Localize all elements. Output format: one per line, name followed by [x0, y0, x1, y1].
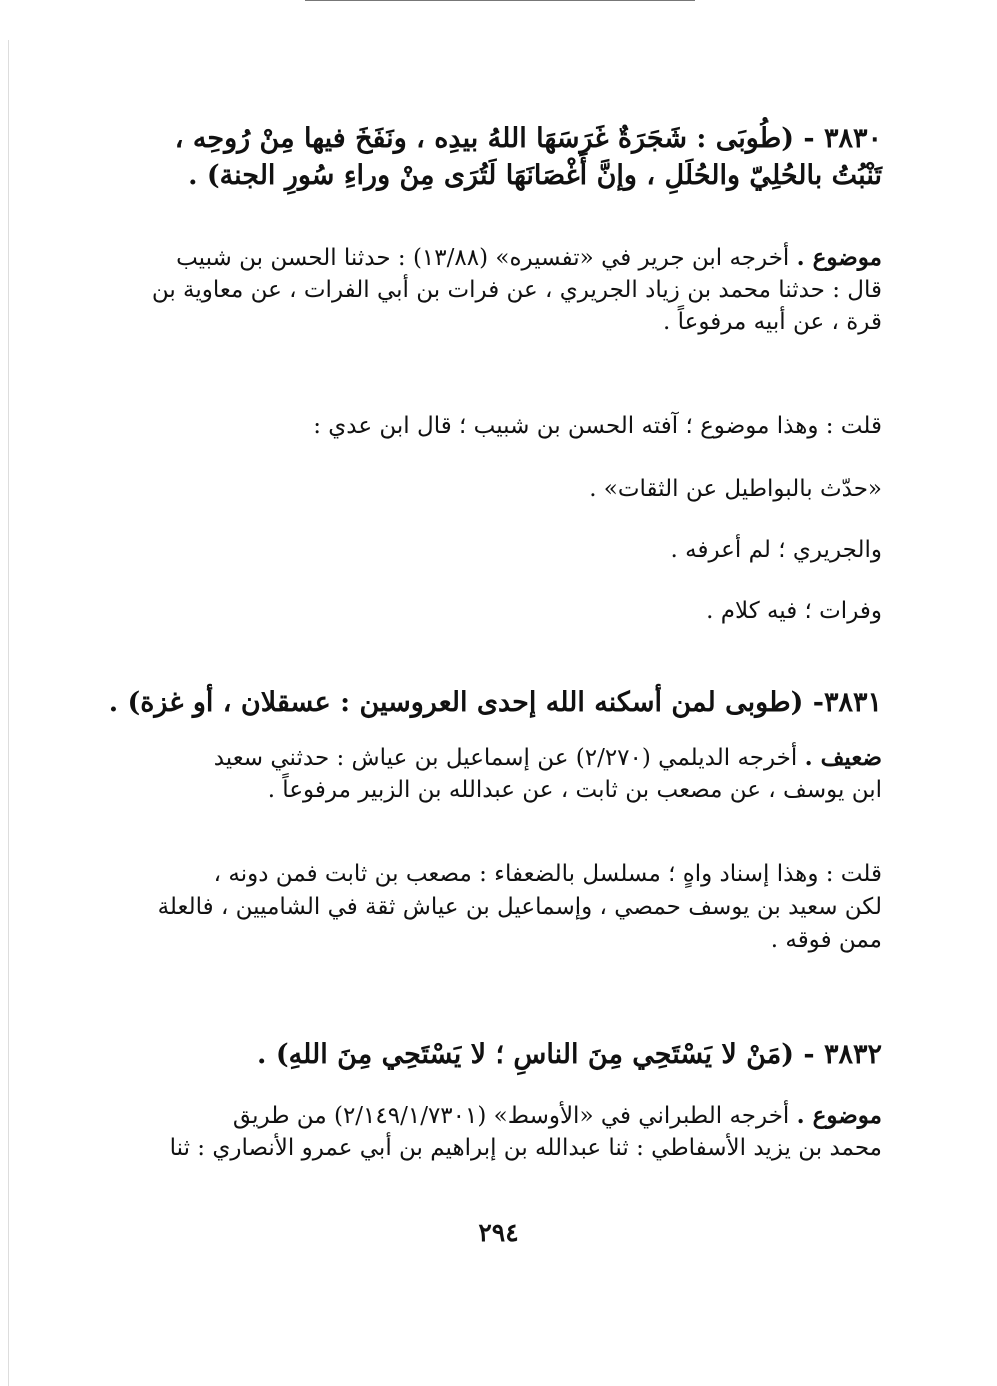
source-line: [132, 242, 882, 274]
source-line: [132, 1100, 882, 1132]
source-line: قال : حدثنا محمد بن زياد الجريري ، عن فرات بن أبي الفرات ، عن معاوية بن: [151, 277, 882, 303]
top-rule: [305, 0, 695, 1]
heading-line: ٣٨٣١- (طوبى لمن أسكنه الله إحدى العروسين : عسقلان ، أو غزة) .: [108, 687, 882, 718]
commentary-line: قلت : وهذا موضوع ؛ آفته الحسن بن شبيب ؛ قال ابن عدي :: [313, 413, 882, 439]
commentary-3830: [132, 410, 882, 628]
hadith-source-3831: [132, 742, 882, 806]
commentary-line: والجريري ؛ لم أعرفه .: [670, 537, 882, 563]
grade-label: ضعيف .: [804, 744, 882, 771]
grade-label: موضوع .: [796, 1102, 882, 1129]
source-text: أخرجه الديلمي (٢/٢٧٠) عن إسماعيل بن عياش : حدثني سعيد: [213, 745, 798, 771]
source-line: ابن يوسف ، عن مصعب بن ثابت ، عن عبدالله بن الزبير مرفوعاً .: [267, 777, 882, 803]
heading-line: ٣٨٣٠ - (طُوبَى : شَجَرَةٌ غَرَسَهَا اللهُ بيدِه ، ونَفَخَ فيها مِنْ رُوحِه ،: [174, 123, 882, 154]
heading-line: ٣٨٣٢ - (مَنْ لا يَسْتَحِي مِنَ الناسِ ؛ لا يَسْتَحِي مِنَ اللهِ) .: [257, 1039, 882, 1070]
commentary-line: «حدّث بالبواطيل عن الثقات» .: [589, 476, 882, 502]
scan-edge: [8, 40, 9, 1386]
hadith-source-3832: [132, 1100, 882, 1164]
hadith-heading-3832: [132, 1036, 882, 1073]
heading-line: تَنْبُتُ بالحُلِيّ والحُلَلِ ، وإنَّ أَغْصَانَهَا لَتُرَى مِنْ وراءِ سُورِ الجنة) .: [188, 160, 882, 191]
commentary-line: قلت : وهذا إسناد واهٍ ؛ مسلسل بالضعفاء : مصعب بن ثابت فمن دونه ،: [213, 861, 882, 887]
source-line: محمد بن يزيد الأسفاطي : ثنا عبدالله بن إبراهيم بن أبي عمرو الأنصاري : ثنا: [169, 1135, 882, 1161]
source-line: قرة ، عن أبيه مرفوعاً .: [663, 309, 882, 335]
commentary-3831: [132, 858, 882, 957]
hadith-source-3830: [132, 242, 882, 338]
source-text: أخرجه ابن جرير في «تفسيره» (١٣/٨٨) : حدثنا الحسن بن شبيب: [176, 245, 790, 271]
page-number: ٢٩٤: [478, 1218, 519, 1247]
grade-label: موضوع .: [796, 244, 882, 271]
commentary-line: ممن فوقه .: [770, 927, 882, 953]
source-text: أخرجه الطبراني في «الأوسط» (٢/١٤٩/١/٧٣٠١) من طريق: [232, 1103, 790, 1129]
source-line: [132, 742, 882, 774]
commentary-line: لكن سعيد بن يوسف حمصي ، وإسماعيل بن عياش ثقة في الشاميين ، فالعلة: [157, 894, 882, 920]
hadith-heading-3830: [132, 120, 882, 194]
hadith-heading-3831: [108, 684, 882, 721]
commentary-line: وفرات ؛ فيه كلام .: [706, 598, 882, 624]
